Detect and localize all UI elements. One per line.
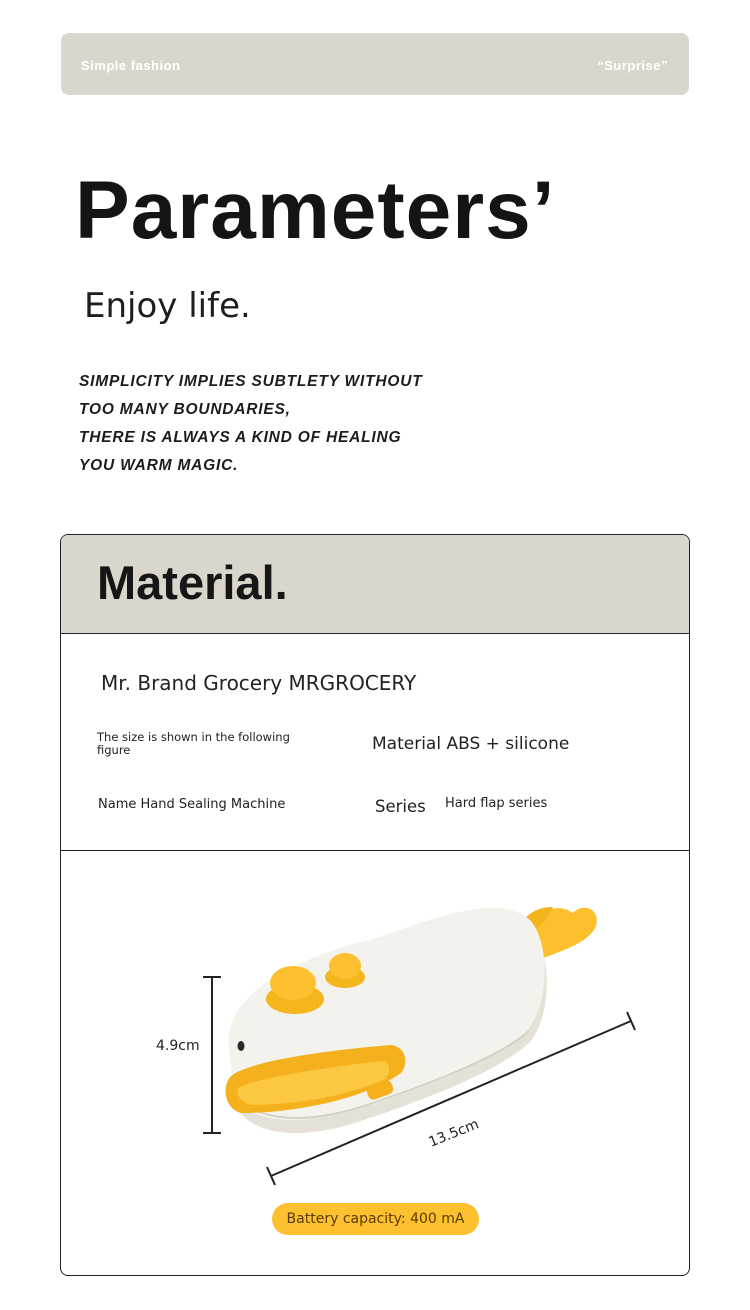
banner-left-text: Simple fashion	[81, 58, 181, 73]
material-text: Material ABS + silicone	[372, 734, 570, 754]
product-name-text: Name Hand Sealing Machine	[98, 797, 286, 812]
top-banner	[61, 33, 689, 95]
product-figure	[61, 851, 689, 1275]
quote-line: TOO MANY BOUNDARIES,	[79, 401, 291, 418]
quote-line: THERE IS ALWAYS A KIND OF HEALING	[79, 429, 402, 446]
page-title: Parameters’	[75, 165, 556, 256]
banner-right-text: “Surprise”	[597, 58, 668, 73]
specs-section	[61, 634, 689, 851]
quote-line: SIMPLICITY IMPLIES SUBTLETY WITHOUT	[79, 373, 423, 390]
series-value: Hard flap series	[445, 796, 548, 811]
size-note: The size is shown in the following figure	[97, 730, 290, 757]
quote-block	[79, 368, 499, 480]
height-dimension-line	[203, 977, 221, 1133]
duck-sealer-graphic	[226, 907, 597, 1133]
length-label: 13.5cm	[426, 1116, 482, 1151]
material-card-header	[61, 535, 689, 634]
quote-line: YOU WARM MAGIC.	[79, 457, 239, 474]
brand-text: Mr. Brand Grocery MRGROCERY	[101, 671, 417, 695]
page-subtitle: Enjoy life.	[84, 286, 251, 326]
material-card	[60, 534, 690, 1276]
material-heading: Material.	[97, 556, 288, 609]
battery-badge: Battery capacity: 400 mA	[272, 1203, 479, 1235]
series-label: Series	[375, 797, 426, 816]
height-label: 4.9cm	[156, 1038, 200, 1054]
